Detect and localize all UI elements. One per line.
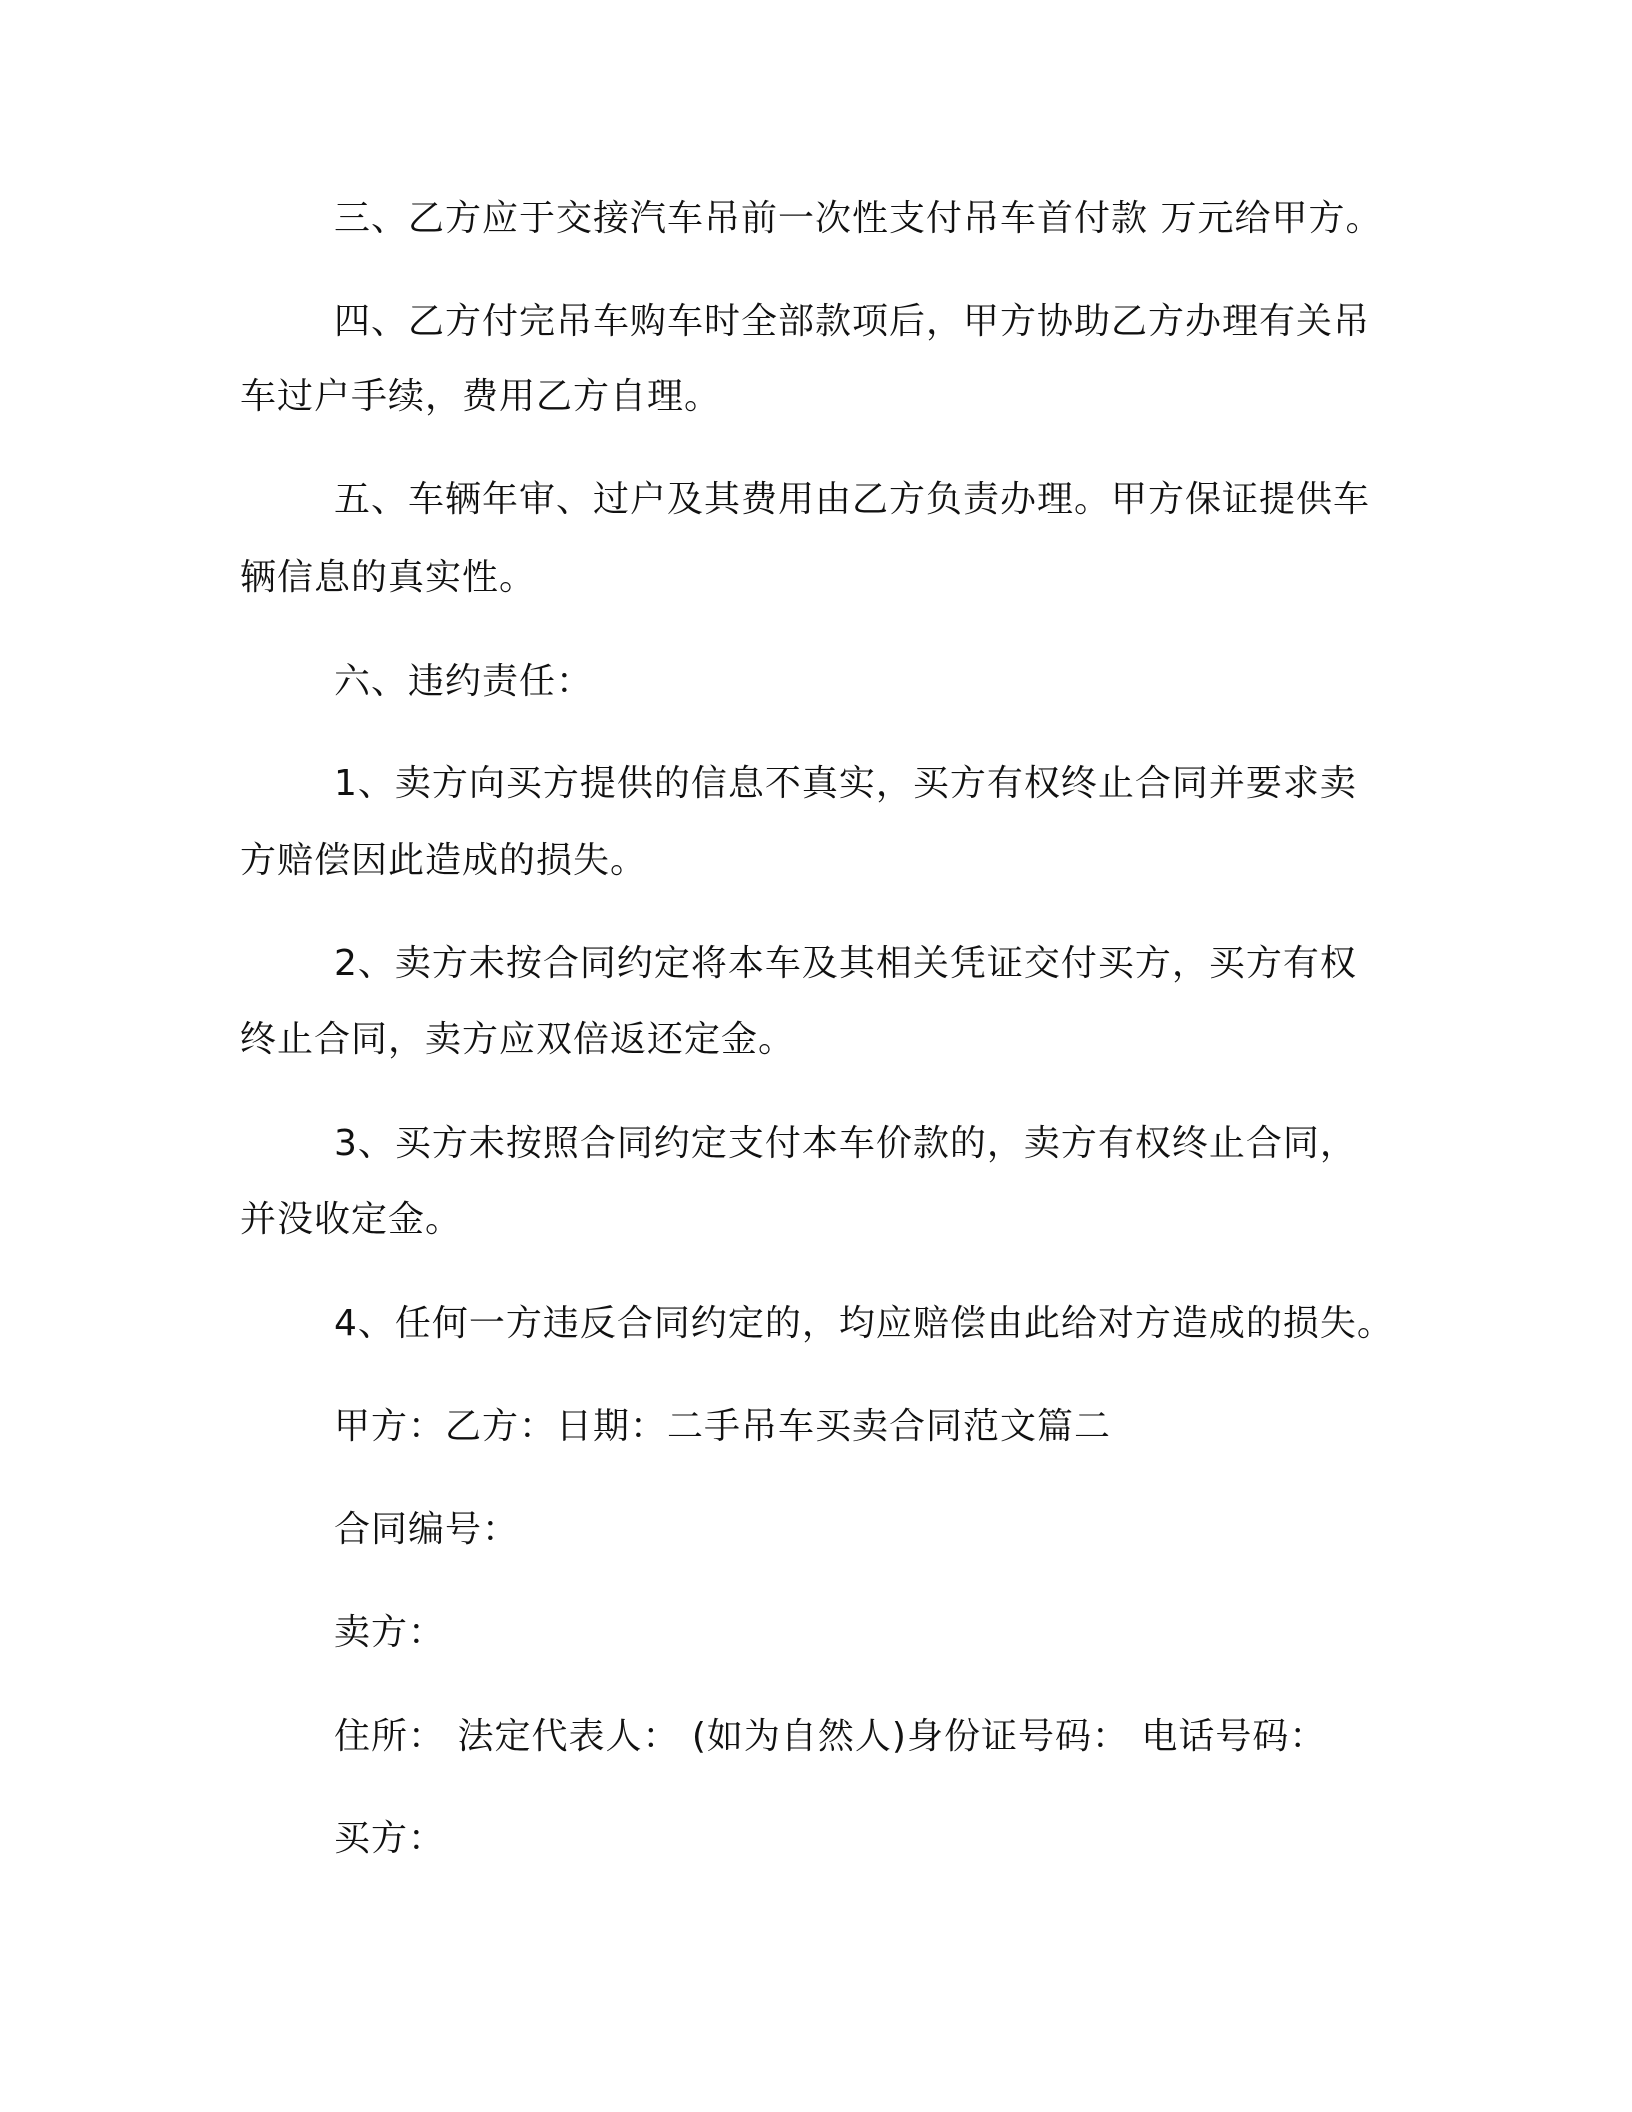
- contract-number-label: 合同编号：: [334, 1509, 520, 1550]
- clause-6-3-line-2: 并没收定金。: [240, 1199, 463, 1240]
- signature-line: 甲方：乙方：日期：二手吊车买卖合同范文篇二: [334, 1406, 1112, 1447]
- seller-info-line: 住所： 法定代表人： (如为自然人)身份证号码： 电话号码：: [334, 1716, 1327, 1757]
- clause-4-line-2: 车过户手续，费用乙方自理。: [240, 376, 722, 417]
- buyer-label: 买方：: [334, 1818, 446, 1859]
- clause-6-2-line-2: 终止合同，卖方应双倍返还定金。: [240, 1019, 796, 1060]
- clause-5-line-1: 五、车辆年审、过户及其费用由乙方负责办理。甲方保证提供车: [334, 479, 1371, 520]
- clause-6-3-line-1: 3、买方未按照合同约定支付本车价款的，卖方有权终止合同，: [334, 1123, 1357, 1164]
- clause-6-1-line-1: 1、卖方向买方提供的信息不真实，买方有权终止合同并要求卖: [334, 763, 1357, 804]
- clause-6-2-line-1: 2、卖方未按合同约定将本车及其相关凭证交付买方，买方有权: [334, 943, 1357, 984]
- clause-4-line-1: 四、乙方付完吊车购车时全部款项后，甲方协助乙方办理有关吊: [334, 301, 1371, 342]
- seller-label: 卖方：: [334, 1612, 446, 1653]
- clause-3-line-1: 三、乙方应于交接汽车吊前一次性支付吊车首付款 万元给甲方。: [334, 198, 1383, 239]
- clause-5-line-2: 辆信息的真实性。: [240, 557, 537, 598]
- clause-6-1-line-2: 方赔偿因此造成的损失。: [240, 840, 648, 881]
- clause-6-heading: 六、违约责任：: [334, 661, 594, 702]
- clause-6-4-line-1: 4、任何一方违反合同约定的，均应赔偿由此给对方造成的损失。: [334, 1303, 1394, 1344]
